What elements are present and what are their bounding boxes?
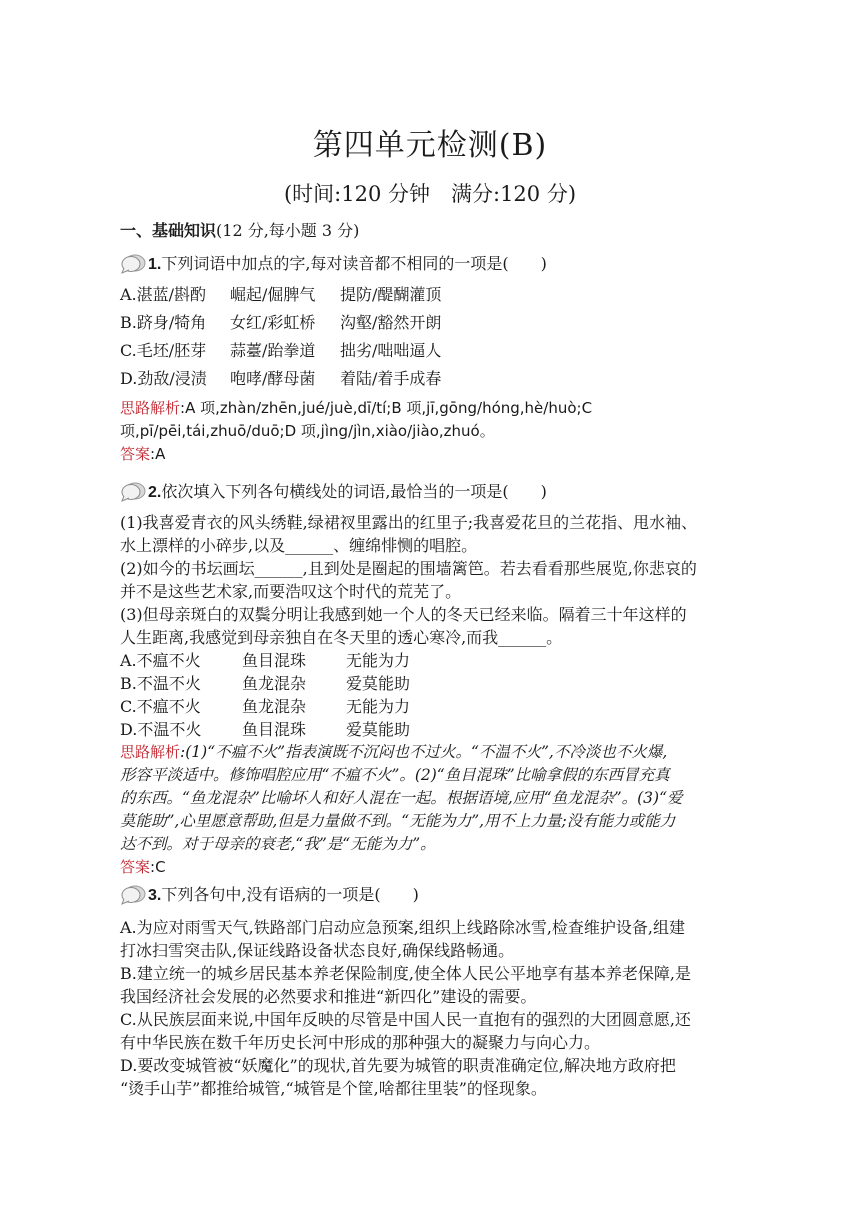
- answer-line: [120, 856, 697, 879]
- analysis-block: [120, 397, 592, 466]
- analysis-line: 思路解析:A 项,zhàn/zhēn,jué/juè,dī/tí;B 项,jī,gōng/hóng,hè/huò;C: [120, 399, 593, 417]
- answer-value: :C: [150, 858, 166, 876]
- option-a: A.湛蓝/斟酌 崛起/倔脾气 提防/醍醐灌顶: [120, 285, 442, 304]
- answer-label: 答案: [120, 445, 151, 463]
- option-b-line: B.建立统一的城乡居民基本养老保险制度,使全体人民公平地享有基本养老保障,是: [120, 964, 692, 983]
- question-1: [120, 251, 592, 466]
- options-list: [120, 916, 691, 1100]
- question-3: [120, 882, 691, 1100]
- option-c: C.不瘟不火 鱼龙混杂 无能为力: [120, 697, 411, 716]
- option-d-line: D.要改变城管被“妖魔化”的现状,首先要为城管的职责准确定位,解决地方政府把: [120, 1056, 676, 1075]
- answer-label: 答案: [120, 858, 151, 876]
- section-note: (12 分,每小题 3 分): [216, 221, 360, 240]
- speech-badge-icon: [120, 884, 146, 906]
- speech-badge-icon: [120, 253, 146, 275]
- options-list: [120, 649, 697, 741]
- analysis-line: 思路解析:(1)“不瘟不火”指表演既不沉闷也不过火。“不温不火”,不冷淡也不火爆,: [120, 743, 668, 761]
- passage-line: 并不是这些艺术家,而要浩叹这个时代的荒芜了。: [120, 582, 462, 601]
- options-list: [120, 283, 592, 395]
- page-subtitle: (时间:120 分钟 满分:120 分): [283, 182, 577, 206]
- option-d-line: “烫手山芋”都推给城管,“城管是个筐,啥都往里装”的怪现象。: [120, 1079, 547, 1098]
- question-number: 3.: [148, 887, 162, 904]
- option-a: A.不瘟不火 鱼目混珠 无能为力: [120, 651, 411, 670]
- analysis-line: 莫能助”,心里愿意帮助,但是力量做不到。“无能为力”,用不上力量;没有能力或能力: [120, 812, 676, 830]
- answer-line: [120, 443, 592, 466]
- analysis-line: 形容平淡适中。修饰唱腔应用“不瘟不火”。(2)“鱼目混珠”比喻拿假的东西冒充真: [120, 766, 670, 784]
- passage-line: 人生距离,我感觉到母亲独自在冬天里的透心寒冷,而我______。: [120, 628, 563, 647]
- analysis-label: 思路解析: [120, 743, 181, 761]
- option-b: B.跻身/犄角 女红/彩虹桥 沟壑/豁然开朗: [120, 313, 442, 332]
- passage-line: (3)但母亲斑白的双鬓分明让我感到她一个人的冬天已经来临。隔着三十年这样的: [120, 605, 687, 624]
- analysis-label: 思路解析: [120, 399, 181, 417]
- passage-line: (1)我喜爱青衣的风头绣鞋,绿裙衩里露出的红里子;我喜爱花旦的兰花指、甩水袖、: [120, 513, 698, 532]
- option-c-line: C.从民族层面来说,中国年反映的尽管是中国人民一直抱有的强烈的大团圆意愿,还: [120, 1010, 691, 1029]
- question-number: 1.: [148, 256, 162, 273]
- question-2: [120, 479, 697, 879]
- analysis-line: 项,pī/pēi,tái,zhuō/duō;D 项,jìng/jìn,xiào/jiào,zhuó。: [120, 422, 495, 440]
- option-a-line: 打冰扫雪突击队,保证线路设备状态良好,确保线路畅通。: [120, 941, 515, 960]
- question-number: 2.: [148, 484, 162, 501]
- answer-value: :A: [150, 445, 166, 463]
- analysis-line: 达不到。对于母亲的衰老,“我”是“无能为力”。: [120, 835, 436, 853]
- section-label: 一、基础知识: [120, 221, 217, 240]
- option-a-line: A.为应对雨雪天气,铁路部门启动应急预案,组织上线路除冰雪,检查维护设备,组建: [120, 918, 685, 937]
- question-1-header: [120, 251, 592, 277]
- speech-badge-icon: [120, 481, 146, 503]
- question-stem: 下列词语中加点的字,每对读音都不相同的一项是( ): [161, 254, 547, 273]
- passage: [120, 511, 697, 649]
- option-d: D.不温不火 鱼目混珠 爱莫能助: [120, 720, 411, 739]
- question-stem: 依次填入下列各句横线处的词语,最恰当的一项是( ): [161, 482, 547, 501]
- passage-line: 水上漂样的小碎步,以及______、缠绵悱恻的唱腔。: [120, 536, 478, 555]
- question-2-header: [120, 479, 697, 505]
- option-c-line: 有中华民族在数千年历史长河中形成的那种强大的凝聚力与向心力。: [120, 1033, 601, 1052]
- section-heading: [120, 218, 359, 241]
- page-title: 第四单元检测(B): [312, 128, 548, 163]
- option-b: B.不温不火 鱼龙混杂 爱莫能助: [120, 674, 411, 693]
- question-3-header: [120, 882, 691, 908]
- analysis-line: 的东西。“鱼龙混杂”比喻坏人和好人混在一起。根据语境,应用“鱼龙混杂”。(3)“爱: [120, 789, 683, 807]
- option-c: C.毛坯/胚芽 蒜薹/跆拳道 拙劣/咄咄逼人: [120, 341, 442, 360]
- question-stem: 下列各句中,没有语病的一项是( ): [161, 885, 419, 904]
- option-b-line: 我国经济社会发展的必然要求和推进“新四化”建设的需要。: [120, 987, 537, 1006]
- option-d: D.劲敌/浸渍 咆哮/酵母菌 着陆/着手成春: [120, 369, 442, 388]
- passage-line: (2)如今的书坛画坛______,且到处是圈起的围墙篱笆。若去看看那些展览,你悲哀的: [120, 559, 697, 578]
- analysis-block: [120, 741, 697, 856]
